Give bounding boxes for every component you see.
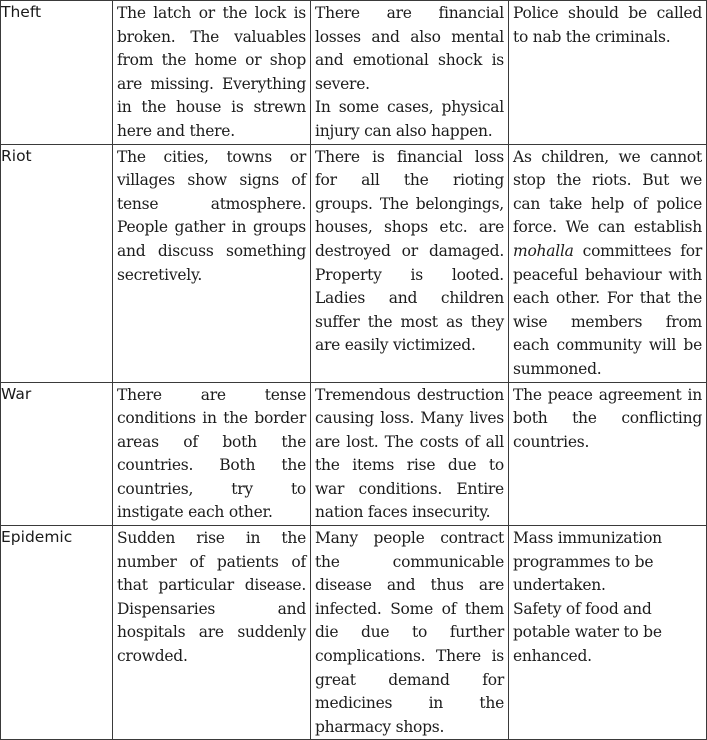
signs-cell: There are tense conditions in the border areas of both the countries. Both the countries, try to instigate each other. [117,385,306,522]
measures-text-before: As children, we cannot stop the riots. But we can take help of police force. We can establish [513,147,702,237]
hazard-name: Theft [1,1,113,145]
signs-cell: The latch or the lock is broken. The valuables from the home or shop are missing. Everything in the house is strewn here and there. [117,4,306,140]
signs-cell: The cities, towns or villages show signs of tense atmosphere. People gather in groups and discuss something secretively. [117,147,306,284]
table-row-riot [1,144,707,382]
signs-cell: Sudden rise in the number of patients of that particular disease. Dispensaries and hospitals are suddenly crowded. [117,529,306,666]
hazard-name: Riot [1,144,113,382]
table-row-war [1,382,707,526]
effects-cell: There is financial loss for all the rioting groups. The belongings, houses, shops etc. are destroyed or damaged. Property is looted. Ladies and children suffer the most as they are easily victimized. [315,147,504,355]
hazard-name: War [1,382,113,526]
measures-text-after: committees for peaceful behaviour with each other. For that the wise members from each community will be summoned. [513,241,702,378]
effects-cell: There are financial losses and also mental and emotional shock is severe. In some cases, physical injury can also happen. [315,4,504,140]
measures-cell: Police should be called to nab the criminals. [513,4,702,46]
effects-cell: Many people contract the communicable disease and thus are infected. Some of them die due to further complications. There is great demand for medicines in the pharmacy shops. [315,529,504,736]
measures-emphasis: mohalla [513,241,574,260]
hazard-name: Epidemic [1,526,113,740]
table-row-epidemic [1,526,707,740]
measures-cell: The peace agreement in both the conflicting countries. [513,385,702,451]
measures-cell: Mass immunization programmes to be undertaken. Safety of food and potable water to be enhanced. [513,529,662,666]
measures-cell [509,145,706,382]
table-row-theft [1,1,707,145]
effects-cell: Tremendous destruction causing loss. Many lives are lost. The costs of all the items rise due to war conditions. Entire nation faces insecurity. [315,385,504,522]
